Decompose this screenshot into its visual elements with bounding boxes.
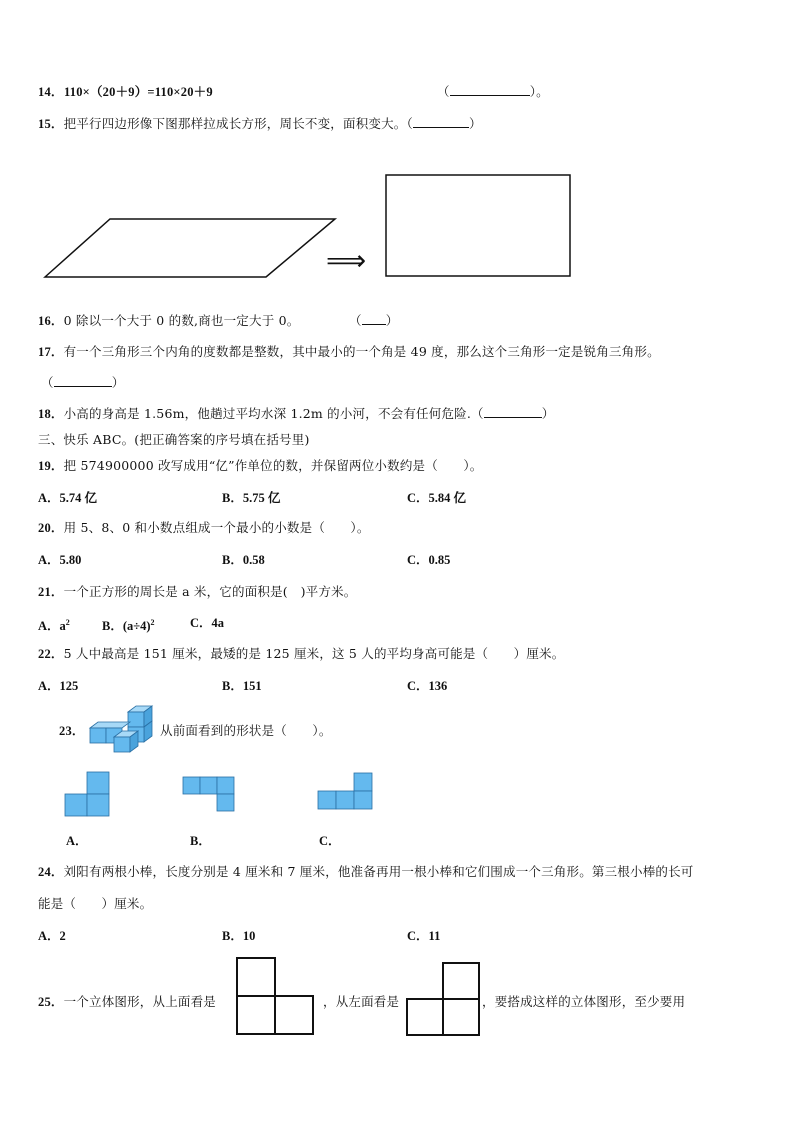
q23-option-b-figure[interactable] (182, 776, 242, 821)
q23-cube-stack-figure (88, 704, 168, 754)
q24-option-c[interactable]: C．11 (407, 929, 441, 943)
answer-blank[interactable] (362, 313, 386, 325)
q16-number: 16． (38, 314, 64, 328)
q24-stem-line1: 刘阳有两根小棒，长度分别是 4 厘米和 7 厘米，他准备再用一根小棒和它们围成一个三角形。第三根小棒的长可 (63, 864, 694, 879)
q16-answer[interactable] (349, 313, 398, 329)
q19-stem: 把 574900000 改写成用“亿”作单位的数，并保留两位小数约是（ ）。 (63, 458, 483, 473)
q23-option-a-figure[interactable] (64, 771, 124, 821)
q22-stem: 5 人中最高是 151 厘米，最矮的是 125 厘米，这 5 人的平均身高可能是（ ）厘米。 (63, 646, 565, 661)
q25-number: 25． (38, 995, 64, 1009)
q23-number: 23． (59, 724, 85, 738)
q20-text (38, 520, 370, 536)
q20-number: 20． (38, 521, 64, 535)
q16-stem: 0 除以一个大于 0 的数,商也一定大于 0。 (63, 313, 300, 328)
q20-option-b[interactable]: B．0.58 (222, 553, 265, 567)
q22-text (38, 646, 564, 662)
q21-option-b[interactable] (102, 615, 155, 634)
paren-close: ） (468, 116, 482, 131)
q24-option-a[interactable]: A．2 (38, 929, 66, 943)
paren-open: （ (349, 313, 362, 328)
q14-text: 110×（20＋9）=110×20＋9 (64, 85, 213, 99)
q23-option-a[interactable]: A． (66, 834, 88, 848)
q18-stem: 小高的身高是 1.56m，他趟过平均水深 1.2m 的小河，不会有任何危险.（ (63, 406, 484, 421)
q19-option-a[interactable]: A．5.74 亿 (38, 491, 98, 505)
q17-text (38, 344, 660, 360)
q22-option-a[interactable]: A．125 (38, 679, 79, 693)
answer-blank[interactable] (54, 375, 112, 387)
parallelogram-shape (45, 219, 335, 277)
q17-number: 17． (38, 345, 64, 359)
q15-number: 15． (38, 117, 64, 131)
paren-open: （ (41, 375, 54, 390)
q19-option-c[interactable]: C．5.84 亿 (407, 491, 467, 505)
q14-number: 14． (38, 85, 64, 99)
q21-text (38, 584, 356, 600)
q17-stem: 有一个三角形三个内角的度数都是整数，其中最小的一个角是 49 度，那么这个三角形一定是锐角三角形。 (63, 344, 660, 359)
q23-option-c[interactable]: C． (319, 834, 341, 848)
q25-text-part3: ，要搭成这样的立体图形，至少要用 (482, 994, 686, 1009)
q19-number: 19． (38, 459, 64, 473)
q25-left-view-figure (405, 961, 485, 1041)
q19-option-b[interactable]: B．5.75 亿 (222, 491, 281, 505)
q22-option-c[interactable]: C．136 (407, 679, 448, 693)
q20-option-a[interactable]: A．5.80 (38, 553, 82, 567)
double-arrow-icon: ⟹ (326, 244, 367, 277)
paren-open: （ (437, 84, 450, 99)
rectangle-shape (386, 175, 570, 276)
q24-number: 24． (38, 865, 64, 879)
q24-option-b[interactable]: B．10 (222, 929, 256, 943)
q23-text: 从前面看到的形状是（ ）。 (160, 723, 332, 738)
q16-text (38, 313, 299, 329)
option-label: B．(a÷4) (102, 619, 151, 633)
exponent: 2 (150, 618, 155, 627)
q21-stem: 一个正方形的周长是 a 米，它的面积是( )平方米。 (63, 584, 357, 599)
q19-text (38, 458, 482, 474)
q25-text-part2: ，从左面看是 (323, 994, 400, 1009)
q21-option-a[interactable] (38, 615, 70, 634)
q25-text-part1 (38, 994, 216, 1010)
q17-answer[interactable] (41, 375, 124, 391)
paren-close: ） (111, 375, 125, 390)
q23-option-b[interactable]: B． (190, 834, 211, 848)
q25-stem-1: 一个立体图形，从上面看是 (63, 994, 217, 1009)
q18-number: 18． (38, 407, 64, 421)
q18-text (38, 406, 554, 422)
q21-option-c[interactable]: C．4a (190, 616, 225, 630)
option-label: A．a (38, 619, 66, 633)
section-3-heading: 三、快乐 ABC。(把正确答案的序号填在括号里) (38, 432, 310, 447)
paren-close: ）。 (529, 84, 549, 99)
q25-top-view-figure (235, 956, 319, 1038)
exponent: 2 (65, 618, 70, 627)
q24-text (38, 864, 694, 880)
q20-stem: 用 5、8、0 和小数点组成一个最小的小数是（ ）。 (63, 520, 370, 535)
paren-close: ） (541, 406, 555, 421)
q15-stem: 把平行四边形像下图那样拉成长方形，周长不变，面积变大。（ (63, 116, 413, 131)
paren-close: ） (385, 313, 399, 328)
q21-number: 21． (38, 585, 64, 599)
q22-number: 22． (38, 647, 64, 661)
answer-blank[interactable] (484, 406, 542, 418)
q22-option-b[interactable]: B．151 (222, 679, 262, 693)
q20-option-c[interactable]: C．0.85 (407, 553, 451, 567)
q23-option-c-figure[interactable] (317, 772, 377, 817)
q24-text-line2: 能是（ ）厘米。 (38, 896, 153, 911)
